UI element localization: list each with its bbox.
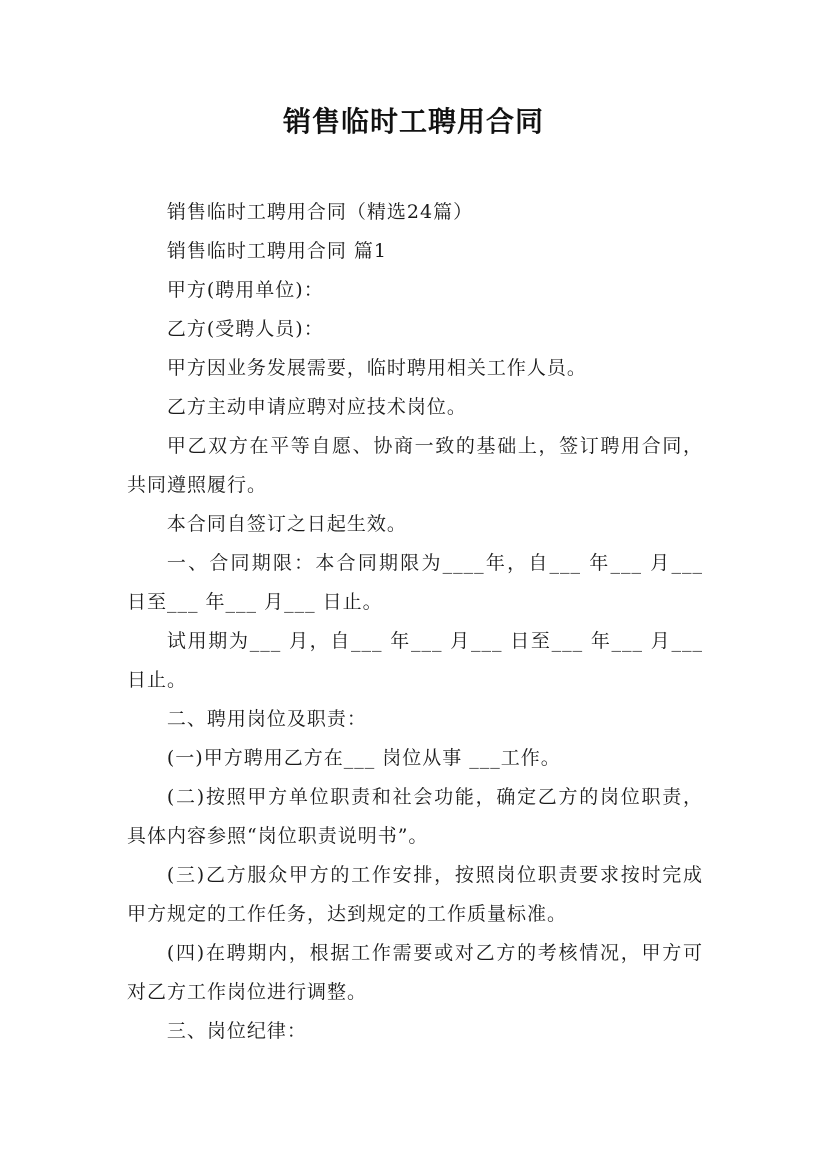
document-body bbox=[127, 193, 703, 1051]
paragraph: 乙方主动申请应聘对应技术岗位。 bbox=[166, 396, 467, 418]
paragraph-clause: (二)按照甲方单位职责和社会功能，确定乙方的岗位职责，具体内容参照“岗位职责说明书”。 bbox=[127, 786, 703, 847]
paragraph-contract-term: 一、合同期限：本合同期限为____年，自___ 年___ 月___ 日至___ 年___ 月___ 日止。 bbox=[127, 552, 703, 613]
paragraph-subtitle: 销售临时工聘用合同（精选24篇） bbox=[166, 201, 474, 223]
document-title: 销售临时工聘用合同 bbox=[282, 105, 544, 138]
paragraph: 甲乙双方在平等自愿、协商一致的基础上，签订聘用合同，共同遵照履行。 bbox=[127, 435, 703, 496]
paragraph-heading-discipline: 三、岗位纪律： bbox=[166, 1020, 307, 1042]
paragraph-party-b: 乙方(受聘人员)： bbox=[166, 318, 324, 340]
paragraph: 本合同自签订之日起生效。 bbox=[166, 513, 407, 535]
paragraph-clause: (四)在聘期内，根据工作需要或对乙方的考核情况，甲方可对乙方工作岗位进行调整。 bbox=[127, 942, 703, 1003]
paragraph-heading-duties: 二、聘用岗位及职责： bbox=[166, 708, 367, 730]
paragraph-clause: (一)甲方聘用乙方在___ 岗位从事 ___工作。 bbox=[166, 747, 561, 769]
paragraph-probation: 试用期为___ 月，自___ 年___ 月___ 日至___ 年___ 月___ 日止。 bbox=[127, 630, 703, 691]
paragraph: 甲方因业务发展需要，临时聘用相关工作人员。 bbox=[166, 357, 587, 379]
paragraph-clause: (三)乙方服众甲方的工作安排，按照岗位职责要求按时完成甲方规定的工作任务，达到规定的工作质量标准。 bbox=[127, 864, 703, 925]
paragraph-section-heading: 销售临时工聘用合同 篇1 bbox=[166, 240, 388, 262]
paragraph-party-a: 甲方(聘用单位)： bbox=[166, 279, 324, 301]
